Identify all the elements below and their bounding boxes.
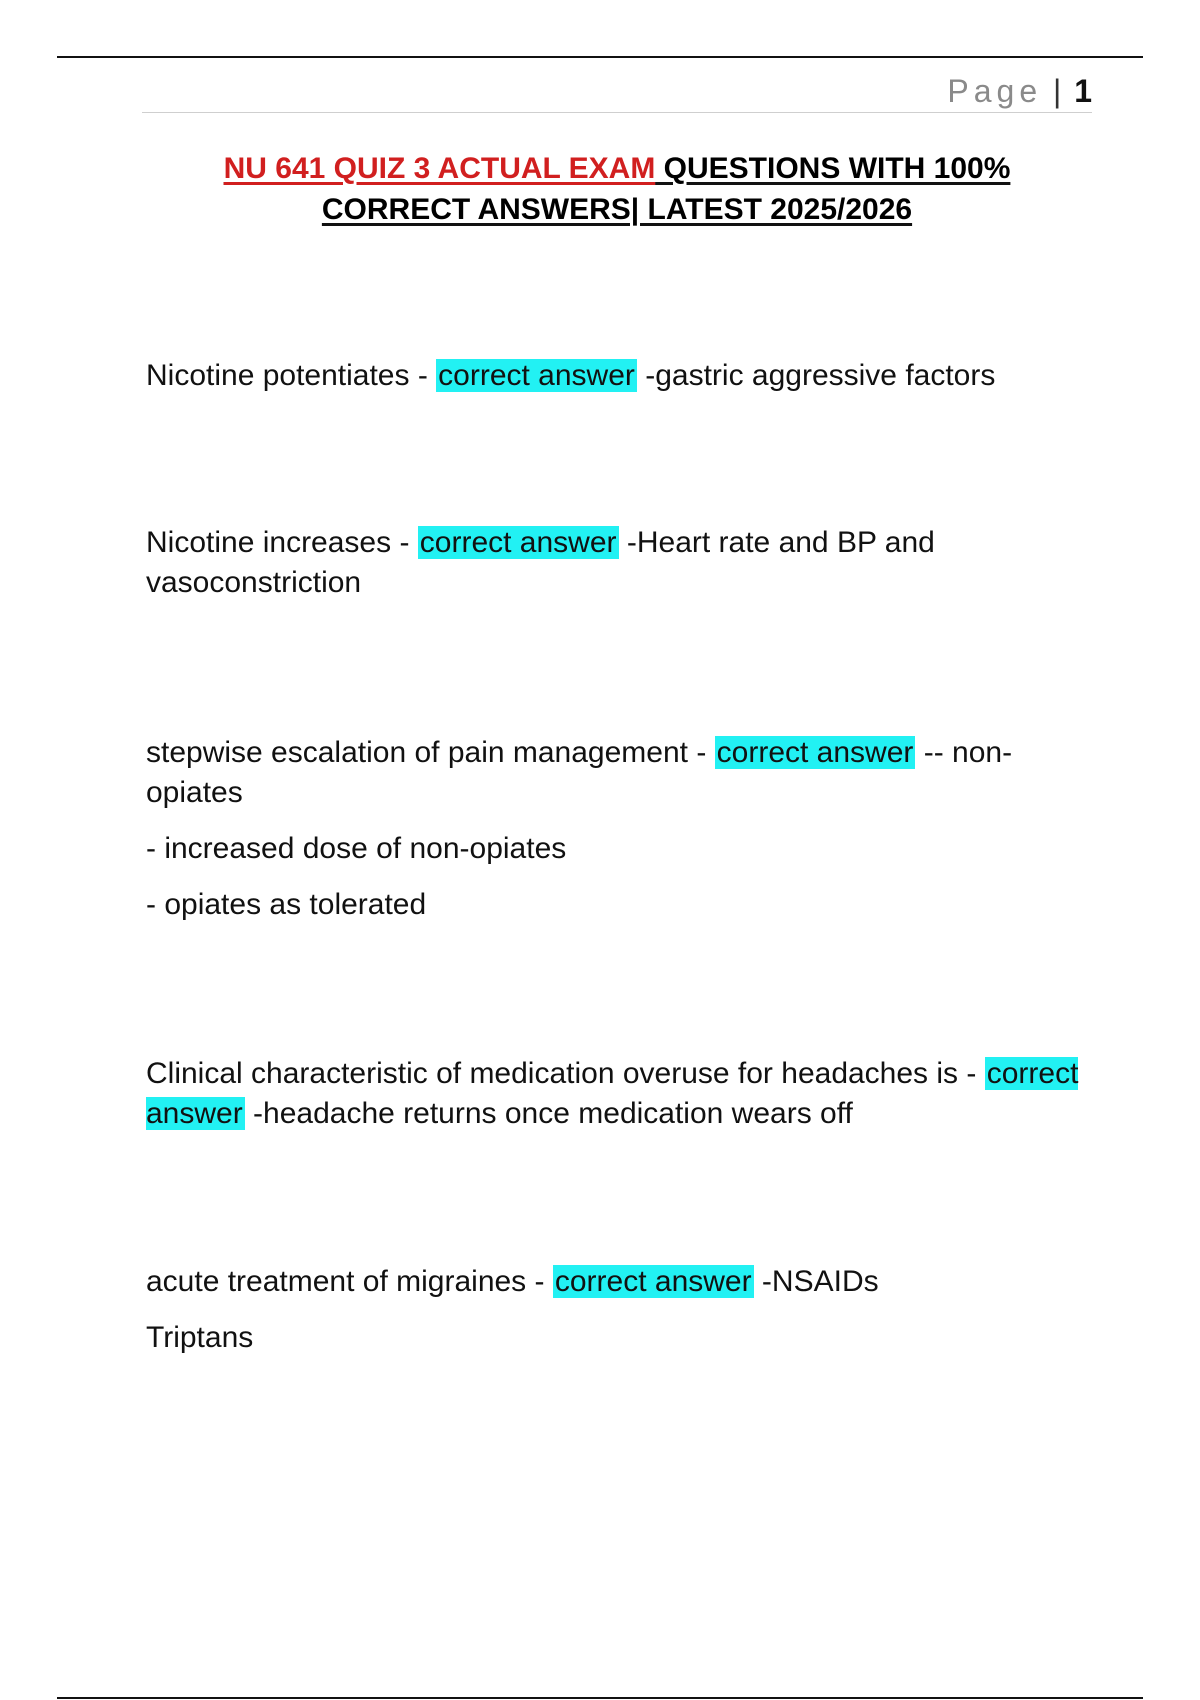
page-number: 1 (1074, 73, 1092, 109)
answer-text: -gastric aggressive factors (636, 359, 996, 392)
answer-text: -Heart rate and BP and vasoconstriction (146, 526, 935, 599)
title-red-part: NU 641 QUIZ 3 ACTUAL EXAM (223, 152, 656, 185)
question-text: Nicotine increases - (146, 526, 418, 559)
question-text: acute treatment of migraines - (146, 1265, 553, 1298)
page-label: Page (947, 73, 1043, 109)
correct-answer-marker: correct answer (716, 736, 914, 769)
qa-item-5 (146, 1262, 1096, 1358)
page-separator: | (1053, 73, 1062, 109)
answer-extra-line: - increased dose of non-opiates (146, 832, 567, 865)
answer-text: -headache returns once medication wears off (244, 1097, 853, 1130)
top-rule (57, 56, 1143, 58)
correct-answer-marker: correct answer (419, 526, 617, 559)
title-black-part-1: QUESTIONS WITH 100% (655, 152, 1011, 185)
qa-line (146, 1054, 1096, 1134)
bottom-rule (57, 1697, 1143, 1699)
answer-extra-line: Triptans (146, 1321, 254, 1354)
qa-item-1 (146, 356, 1096, 396)
document-title (140, 148, 1094, 230)
qa-item-3 (146, 733, 1096, 925)
qa-item-4 (146, 1054, 1096, 1134)
answer-extra-line: - opiates as tolerated (146, 888, 427, 921)
qa-line (146, 733, 1096, 813)
qa-line (146, 1262, 1096, 1302)
qa-line (146, 523, 1096, 603)
correct-answer-marker: correct answer (554, 1265, 752, 1298)
correct-answer-marker: correct answer (438, 359, 635, 392)
qa-item-2 (146, 523, 1096, 603)
title-black-part-2: CORRECT ANSWERS| LATEST 2025/2026 (321, 193, 913, 226)
correct-answer-marker: correct answer (146, 1057, 1079, 1130)
question-text: stepwise escalation of pain management - (146, 736, 715, 769)
question-text: Nicotine potentiates - (146, 359, 437, 392)
answer-text: -- non-opiates (146, 736, 1013, 809)
answer-text: -NSAIDs (753, 1265, 879, 1298)
question-text: Clinical characteristic of medication overuse for headaches is - (146, 1057, 985, 1090)
qa-line (146, 356, 1096, 396)
page-header (142, 70, 1092, 113)
